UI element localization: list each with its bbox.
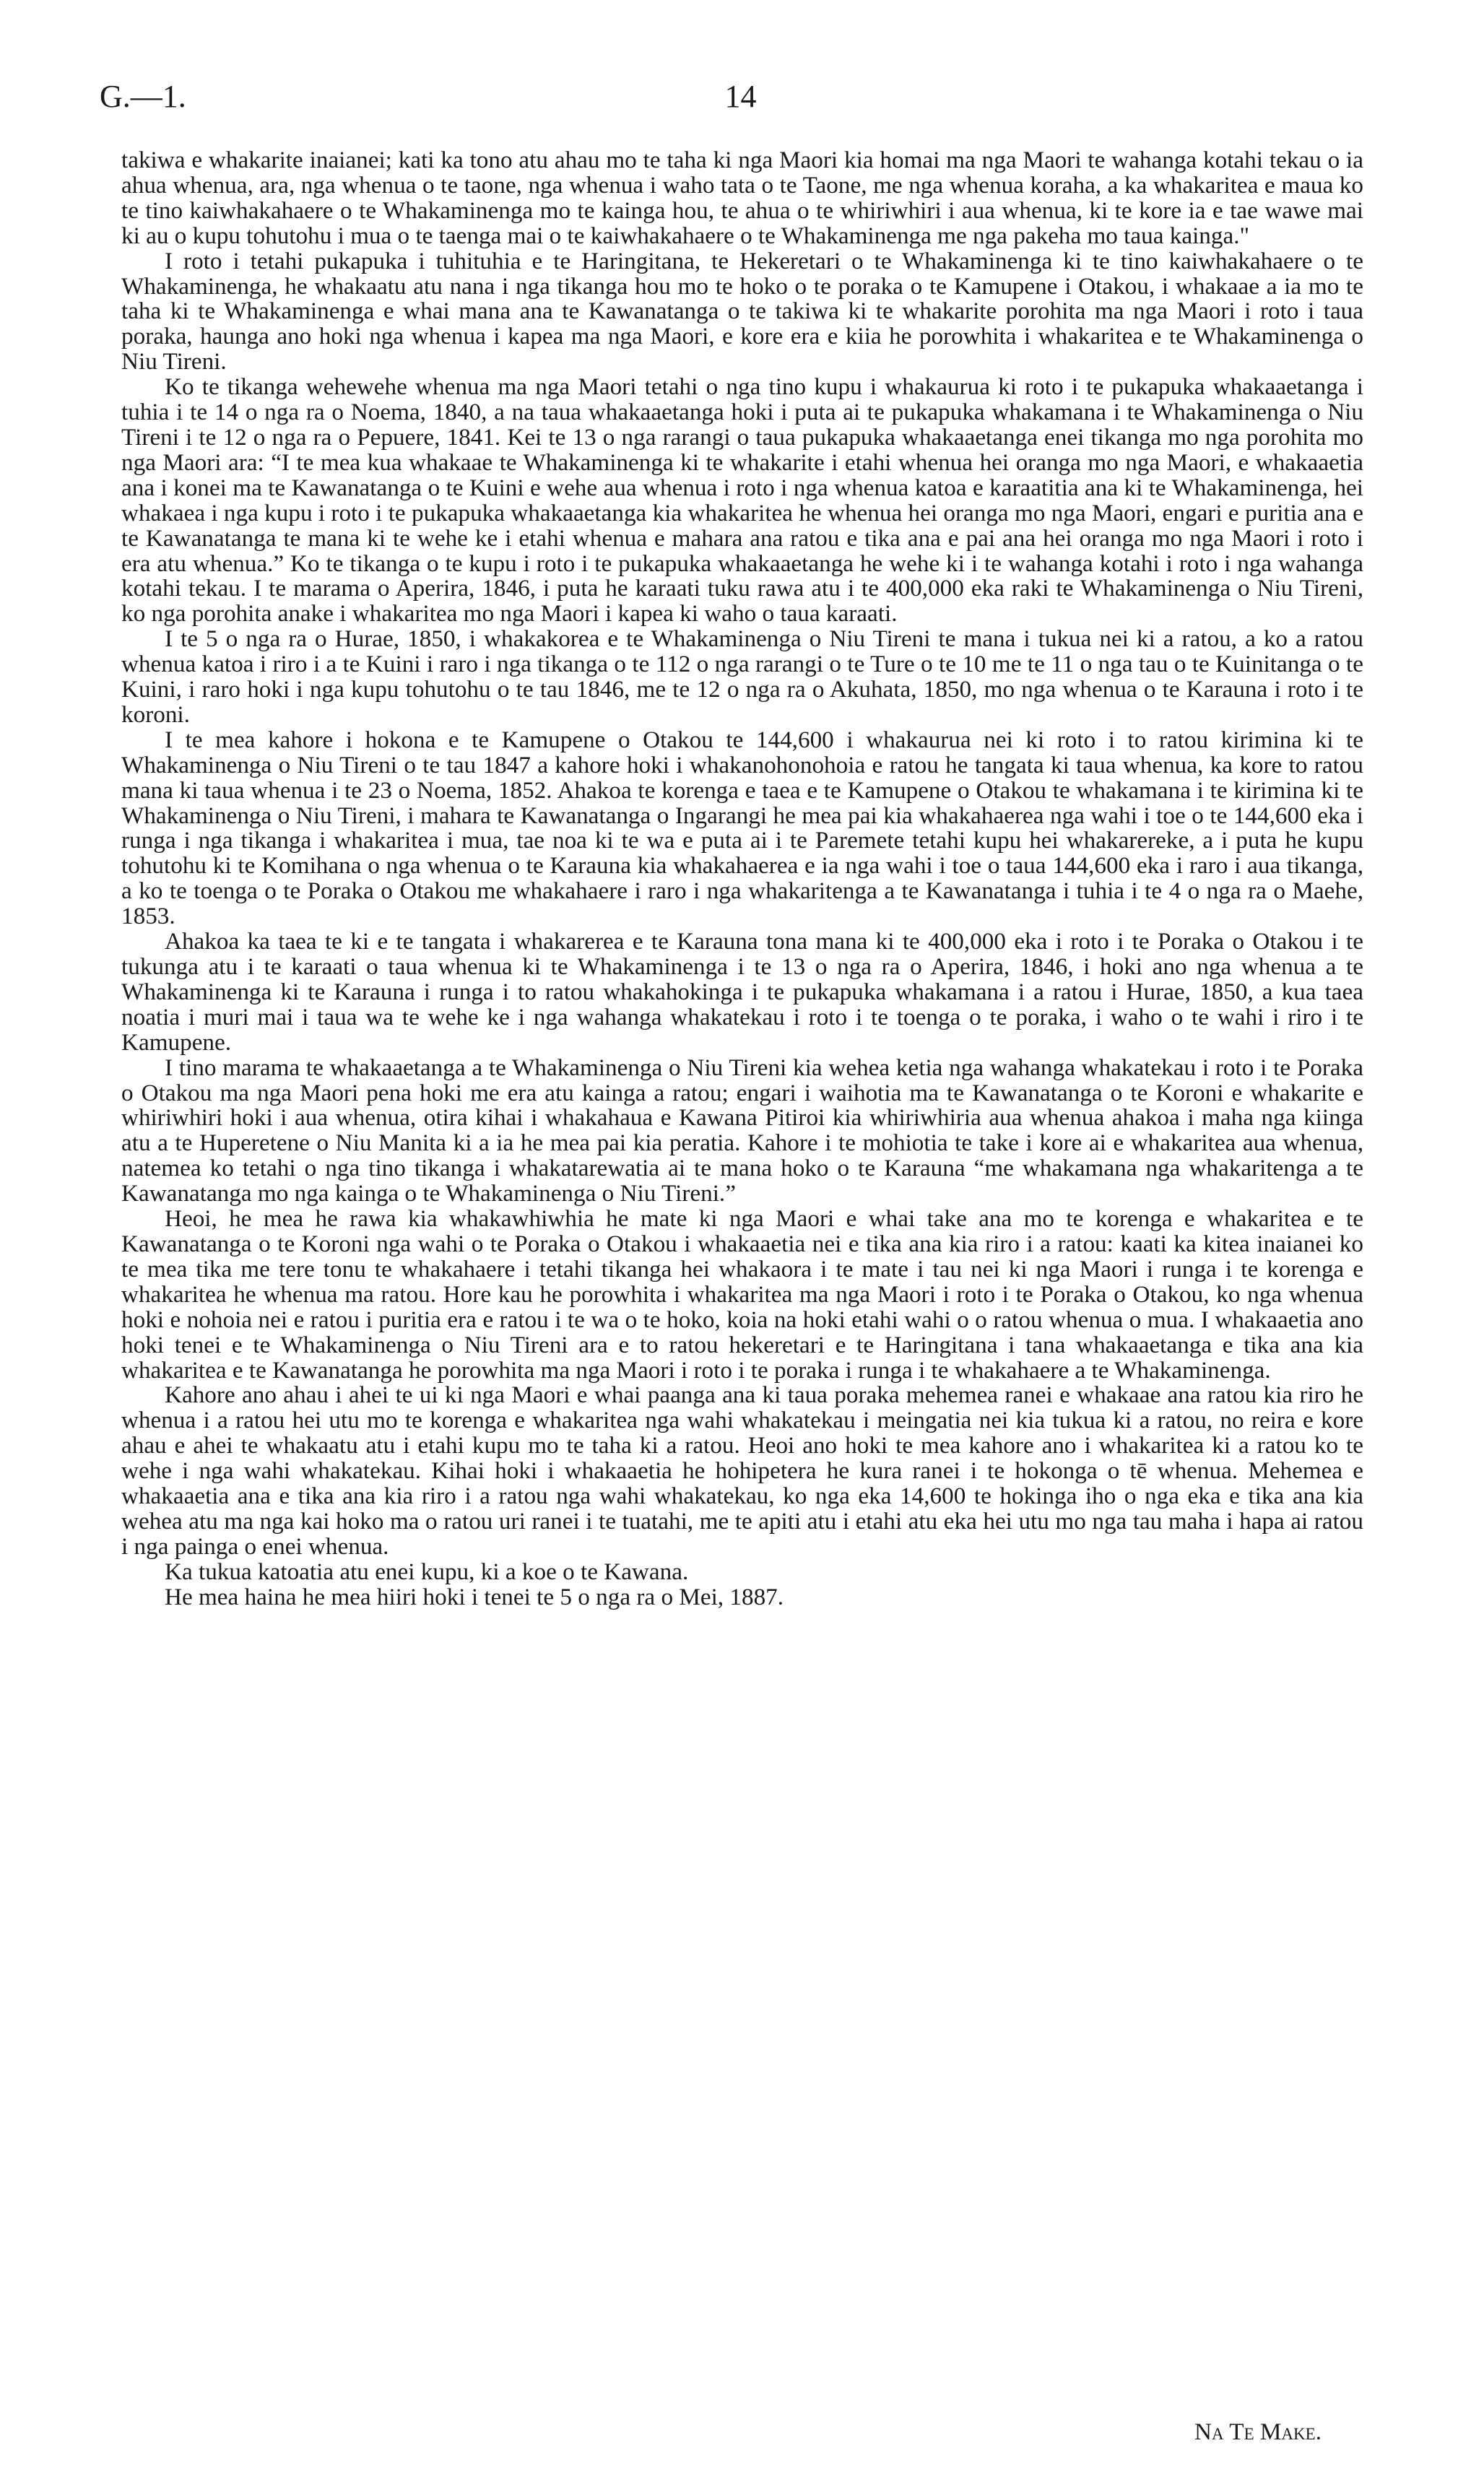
signature: Na Te Make. <box>1194 2418 1322 2445</box>
paragraph-6: Ahakoa ka taea te ki e te tangata i whakarerea e te Karauna tona mana ki te 400,000 eka i roto i te Poraka o Otakou i te tukunga atu i te karaati o taua whenua ki te Whakaminenga i te 13 o nga ra o Aperira, 1846, i hoki ano nga whenua a te Whakaminenga ki te Karauna i runga i to ratou whakahokinga i te pukapuka whakamana i a ratou i Hurae, 1850, a kua taea noatia i muri mai i taua wa te wehe ke i nga wahanga whakatekau i roto i te toenga o te poraka, i waho o te wahi i riro i te Kamupene. <box>121 928 1363 1056</box>
paragraph-4: I te 5 o nga ra o Hurae, 1850, i whakakorea e te Whakaminenga o Niu Tireni te mana i tukua nei ki a ratou, a ko a ratou whenua katoa i riro i a te Kuini i raro i nga tikanga o te 112 o nga rarangi o te Ture o te 10 me te 11 o nga tau o te Kuinitanga o te Kuini, i raro hoki i nga kupu tohutohu o te tau 1846, me te 12 o nga ra o Akuhata, 1850, mo nga whenua o te Karauna i roto i te koroni. <box>121 625 1363 728</box>
paragraph-3: Ko te tikanga wehewehe whenua ma nga Maori tetahi o nga tino kupu i whakaurua ki roto i te pukapuka whakaaetanga i tuhia i te 14 o nga ra o Noema, 1840, a na taua whakaaetanga hoki i puta ai te pukapuka whakamana i te Whakaminenga o Niu Tireni i te 12 o nga ra o Pepuere, 1841. Kei te 13 o nga rarangi o taua pukapuka whakaaetanga enei tikanga mo nga porohita mo nga Maori ara: “I te mea kua whakaae te Whakaminenga ki te whakarite i etahi whenua hei oranga mo nga Maori, e whakaaetia ana i konei ma te Kawanatanga o te Kuini e wehe aua whenua i roto i nga whenua katoa e karaatitia ana ki te Whakaminenga, hei whakaea i nga kupu i roto i te pukapuka whakaaetanga kia whakaritea he whenua hei oranga mo nga Maori, engari e puritia ana e te Kawanatanga te mana ki te wehe ke i etahi whenua e mahara ana ratou e tika ana e pai ana hei oranga mo nga Maori i roto i era atu whenua.” Ko te tikanga o te kupu i roto i te pukapuka whakaaetanga he wehe ki i te wahanga kotahi i roto i nga wahanga kotahi tekau. I te marama o Aperira, 1846, i puta he karaati tuku rawa atu i te 400,000 eka raki te Whakaminenga o Niu Tireni, ko nga porohita anake i whakaritea mo nga Maori i kapea ki waho o taua karaati. <box>121 373 1363 628</box>
paragraph-8: Heoi, he mea he rawa kia whakawhiwhia he mate ki nga Maori e whai take ana mo te korenga e whakaritea e te Kawanatanga o te Koroni nga wahi o te Poraka o Otakou i whakaaetia nei e tika ana kia riro i a ratou: kaati ka kitea inaianei ko te mea tika me tere tonu te whakahaere i tetahi tikanga hei whakaora i te mate i tau nei ki nga Maori i runga i te korenga e whakaritea he whenua ma ratou. Hore kau he porowhita i whakaritea ma nga Maori i roto i te Poraka o Otakou, ko nga whenua hoki e nohoia nei e ratou i puritia era e ratou i te wa o te hoko, koia na hoki etahi wahi o o ratou whenua o mua. I whakaaetia ano hoki tenei e te Whakaminenga o Niu Tireni ara e to ratou hekeretari e te Haringitana i tana whakaaetanga e tika ana kia whakaritea e te Kawanatanga he porowhita ma nga Maori i roto i te poraka i runga i te whakahaere a te Whakaminenga. <box>121 1205 1363 1384</box>
paragraph-9: Kahore ano ahau i ahei te ui ki nga Maori e whai paanga ana ki taua poraka mehemea ranei e whakaae ana ratou kia riro he whenua i a ratou hei utu mo te korenga e whakaritea nga wahi whakatekau i meingatia nei kia tukua ki a ratou, no reira e kore ahau e ahei te whakaatu atu i etahi kupu mo te taha ki a ratou. Heoi ano hoki te mea kahore ano i whakaritea ki a ratou ko te wehe i nga wahi whakatekau. Kihai hoki i whakaaetia he hohipetera he kura ranei i te hokonga o tē whenua. Mehemea e whakaaetia ana e tika ana kia riro i a ratou nga wahi whakatekau, ko nga eka 14,600 te hokinga iho o nga eka e tika ana kia wehea atu ma nga kai hoko ma o ratou uri ranei i te tuatahi, me te apiti atu i etahi atu eka hei utu mo nga tau maha i hapa ai ratou i nga painga o enei whenua. <box>121 1381 1363 1560</box>
page-header <box>100 78 1381 121</box>
paragraph-2: I roto i tetahi pukapuka i tuhituhia e te Haringitana, te Hekeretari o te Whakaminenga ki te tino kaiwhakahaere o te Whakaminenga, he whakaatu atu nana i nga tikanga hou mo te hoko o te poraka o te Kamupene i Otakou, i whakaae a ia mo te taha ki te Whakaminenga e whai mana ana te Kawanatanga o te takiwa ki te whakarite porohita ma nga Maori i roto i taua poraka, haunga ano hoki nga whenua i kapea ma nga Maori, e kore era e kiia he porowhita i whakaritea e te Whakaminenga o Niu Tireni. <box>121 247 1363 376</box>
paragraph-7: I tino marama te whakaaetanga a te Whakaminenga o Niu Tireni kia wehea ketia nga wahanga whakatekau i roto i te Poraka o Otakou ma nga Maori pena hoki me era atu kainga a ratou; engari i waihotia ma te Kawanatanga o te Koroni e whakarite e whiriwhiri hoki i aua whenua, otira kihai i whakahaua e Kawana Pitiroi kia whiriwhiria aua whenua ahakoa i maha nga kiinga atu a te Huperetene o Niu Manita ki a ia he mea pai kia peratia. Kahore i te mohiotia te take i kore ai e whakaritea aua whenua, natemea ko tetahi o nga tino tikanga i whakatarewatia ai te mana hoko o te Karauna “me whakamana nga whakaritenga a te Kawanatanga mo nga kainga o te Whakaminenga o Niu Tireni.” <box>121 1054 1363 1207</box>
closing-line-1: Ka tukua katoatia atu enei kupu, ki a koe o te Kawana. <box>165 1558 689 1585</box>
series-reference: G.—1. <box>100 79 186 114</box>
paragraph-5: I te mea kahore i hokona e te Kamupene o Otakou te 144,600 i whakaurua nei ki roto i to ratou kirimina ki te Whakaminenga o Niu Tireni o te tau 1847 a kahore hoki i whakanohonohoia e ratou he tangata ki taua whenua, ka kore to ratou mana ki taua whenua i te 23 o Noema, 1852. Ahakoa te korenga e taea e te Kamupene o Otakou te whakamana i te kirimina ki te Whakaminenga o Niu Tireni, i mahara te Kawanatanga o Ingarangi he mea pai kia whakahaerea nga wahi i toe o te 144,600 eka i runga i nga tikanga i whakaritea i mua, tae noa ki te wa e puta ai i te Paremete tetahi kupu hei whakarereke, a i puta he kupu tohutohu ki te Komihana o nga whenua o te Karauna kia whakahaerea e ia nga wahi i toe o taua 144,600 eka i raro i aua tikanga, a ko te toenga o te Poraka o Otakou me whakahaere i raro i nga whakaritenga a te Kawanatanga i tuhia i te 4 o nga ra o Maehe, 1853. <box>121 726 1363 930</box>
paragraph-1: takiwa e whakarite inaianei; kati ka tono atu ahau mo te taha ki nga Maori kia homai ma nga Maori te wahanga kotahi tekau o ia ahua whenua, ara, nga whenua o te taone, nga whenua i waho tata o te Taone, me nga whenua koraha, a ka whakaritea e maua ko te tino kaiwhakahaere o te Whakaminenga mo te kainga hou, te ahua o te whiriwhiri i aua whenua, ki te kore ia e tae wawe mai ki au o kupu tohutohu i mua o te taenga mai o te kaiwhakahaere o te Whakaminenga me nga pakeha mo taua kainga." <box>121 147 1363 249</box>
closing-line-2: He mea haina he mea hiiri hoki i tenei te 5 o nga ra o Mei, 1887. <box>165 1583 784 1610</box>
page-number: 14 <box>724 79 757 114</box>
document-body <box>121 148 1363 1610</box>
